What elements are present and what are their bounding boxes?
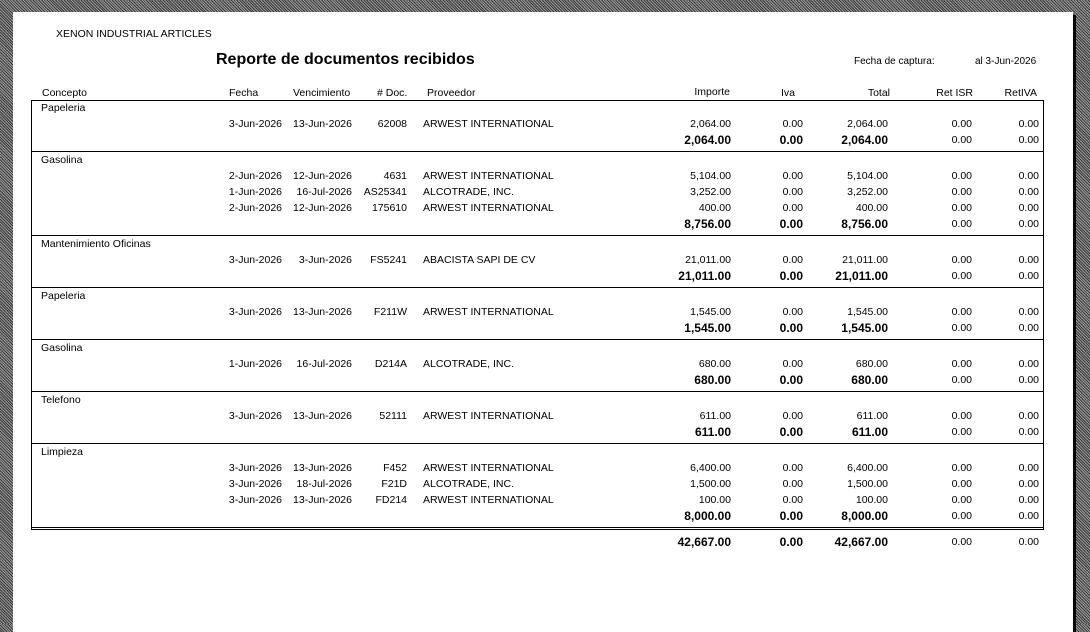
cell-iva: 0.00 <box>782 118 803 130</box>
group-name: Gasolina <box>41 154 83 166</box>
cell-iva: 0.00 <box>782 306 803 318</box>
cell-ret-isr: 0.00 <box>951 202 972 214</box>
subtotal-ret-iva: 0.00 <box>1018 374 1039 386</box>
col-header-doc: # Doc. <box>377 87 408 99</box>
cell-proveedor: ALCOTRADE, INC. <box>423 478 515 490</box>
group-separator <box>31 443 1044 444</box>
cell-importe: 6,400.00 <box>690 462 731 474</box>
cell-vencimiento: 18-Jul-2026 <box>296 478 352 490</box>
subtotal-ret-iva: 0.00 <box>1018 270 1039 282</box>
cell-vencimiento: 13-Jun-2026 <box>293 306 352 318</box>
col-header-vencimiento: Vencimiento <box>293 87 351 99</box>
cell-proveedor: ALCOTRADE, INC. <box>423 186 515 198</box>
cell-vencimiento: 13-Jun-2026 <box>293 462 352 474</box>
grand-total-total: 42,667.00 <box>834 535 888 549</box>
subtotal-ret-isr: 0.00 <box>951 270 972 282</box>
cell-doc: F211W <box>373 306 407 318</box>
cell-doc: F21D <box>381 478 407 490</box>
cell-fecha: 3-Jun-2026 <box>228 118 282 130</box>
group-separator <box>31 287 1044 288</box>
grand-total-ret-iva: 0.00 <box>1018 536 1039 548</box>
grand-total-ret-isr: 0.00 <box>951 536 972 548</box>
subtotal-importe: 2,064.00 <box>684 133 731 147</box>
cell-vencimiento: 16-Jul-2026 <box>296 186 352 198</box>
cell-iva: 0.00 <box>782 410 803 422</box>
subtotal-ret-iva: 0.00 <box>1018 322 1039 334</box>
cell-total: 1,500.00 <box>847 478 888 490</box>
cell-total: 5,104.00 <box>847 170 888 182</box>
subtotal-iva: 0.00 <box>779 269 803 283</box>
cell-ret-iva: 0.00 <box>1018 186 1039 198</box>
col-header-concepto: Concepto <box>42 87 87 99</box>
group-name: Papeleria <box>41 102 86 114</box>
subtotal-iva: 0.00 <box>779 321 803 335</box>
cell-total: 611.00 <box>856 410 888 422</box>
cell-ret-iva: 0.00 <box>1018 358 1039 370</box>
report-title: Reporte de documentos recibidos <box>216 51 475 68</box>
cell-importe: 3,252.00 <box>690 186 731 198</box>
subtotal-iva: 0.00 <box>779 373 803 387</box>
table-bottom-rule <box>31 529 1044 530</box>
cell-ret-isr: 0.00 <box>951 118 972 130</box>
cell-fecha: 3-Jun-2026 <box>228 494 282 506</box>
subtotal-ret-isr: 0.00 <box>951 374 972 386</box>
cell-proveedor: ALCOTRADE, INC. <box>423 358 515 370</box>
col-header-fecha: Fecha <box>229 87 259 99</box>
subtotal-ret-isr: 0.00 <box>951 510 972 522</box>
cell-fecha: 3-Jun-2026 <box>228 254 282 266</box>
cell-iva: 0.00 <box>782 170 803 182</box>
table-top-rule <box>31 100 1044 101</box>
cell-importe: 400.00 <box>698 202 731 214</box>
table-right-border <box>1043 100 1044 529</box>
cell-fecha: 1-Jun-2026 <box>228 358 282 370</box>
cell-iva: 0.00 <box>782 494 803 506</box>
cell-ret-iva: 0.00 <box>1018 462 1039 474</box>
cell-vencimiento: 13-Jun-2026 <box>293 410 352 422</box>
cell-proveedor: ARWEST INTERNATIONAL <box>423 410 554 422</box>
cell-doc: 52111 <box>379 410 407 422</box>
cell-doc: FS5241 <box>370 254 407 266</box>
cell-ret-iva: 0.00 <box>1018 170 1039 182</box>
subtotal-iva: 0.00 <box>779 509 803 523</box>
cell-importe: 21,011.00 <box>685 254 731 266</box>
cell-vencimiento: 3-Jun-2026 <box>298 254 352 266</box>
subtotal-importe: 611.00 <box>694 425 731 439</box>
cell-total: 3,252.00 <box>847 186 888 198</box>
cell-vencimiento: 12-Jun-2026 <box>293 170 352 182</box>
subtotal-iva: 0.00 <box>779 425 803 439</box>
cell-total: 100.00 <box>855 494 888 506</box>
cell-importe: 5,104.00 <box>690 170 731 182</box>
subtotal-importe: 8,756.00 <box>684 217 731 231</box>
cell-total: 400.00 <box>855 202 888 214</box>
subtotal-importe: 8,000.00 <box>684 509 731 523</box>
group-separator <box>31 391 1044 392</box>
cell-vencimiento: 13-Jun-2026 <box>293 118 352 130</box>
col-header-total: Total <box>867 87 890 99</box>
cell-proveedor: ARWEST INTERNATIONAL <box>423 462 554 474</box>
cell-iva: 0.00 <box>782 186 803 198</box>
group-name: Mantenimiento Oficinas <box>41 238 151 250</box>
cell-ret-isr: 0.00 <box>951 170 972 182</box>
cell-doc: 175610 <box>371 202 407 214</box>
col-header-proveedor: Proveedor <box>427 87 476 99</box>
cell-proveedor: ARWEST INTERNATIONAL <box>423 118 554 130</box>
cell-iva: 0.00 <box>782 202 803 214</box>
subtotal-importe: 680.00 <box>694 373 731 387</box>
cell-ret-isr: 0.00 <box>951 254 972 266</box>
fecha-captura-value: al 3-Jun-2026 <box>975 56 1037 67</box>
col-header-ret-iva: RetIVA <box>1004 87 1037 99</box>
group-separator <box>31 339 1044 340</box>
cell-proveedor: ARWEST INTERNATIONAL <box>423 170 554 182</box>
cell-proveedor: ARWEST INTERNATIONAL <box>423 306 554 318</box>
cell-fecha: 2-Jun-2026 <box>228 202 282 214</box>
subtotal-total: 8,000.00 <box>841 509 888 523</box>
subtotal-total: 2,064.00 <box>841 133 888 147</box>
cell-total: 1,545.00 <box>847 306 888 318</box>
subtotal-ret-isr: 0.00 <box>951 218 972 230</box>
cell-ret-isr: 0.00 <box>951 462 972 474</box>
cell-ret-iva: 0.00 <box>1018 410 1039 422</box>
cell-doc: 62008 <box>377 118 407 130</box>
subtotal-total: 680.00 <box>851 373 888 387</box>
cell-doc: F452 <box>383 462 407 474</box>
cell-ret-isr: 0.00 <box>951 410 972 422</box>
cell-total: 6,400.00 <box>847 462 888 474</box>
group-name: Limpieza <box>41 446 84 458</box>
cell-fecha: 1-Jun-2026 <box>228 186 282 198</box>
subtotal-iva: 0.00 <box>779 217 803 231</box>
cell-importe: 2,064.00 <box>690 118 731 130</box>
table-left-border <box>31 100 32 529</box>
cell-fecha: 3-Jun-2026 <box>228 410 282 422</box>
fecha-captura-label: Fecha de captura: <box>854 56 935 67</box>
cell-vencimiento: 13-Jun-2026 <box>293 494 352 506</box>
report-content <box>13 12 1073 632</box>
grand-total-iva: 0.00 <box>779 535 803 549</box>
subtotal-importe: 21,011.00 <box>678 269 731 283</box>
subtotal-ret-iva: 0.00 <box>1018 510 1039 522</box>
subtotal-ret-iva: 0.00 <box>1018 134 1039 146</box>
cell-fecha: 3-Jun-2026 <box>228 462 282 474</box>
cell-doc: FD214 <box>375 494 407 506</box>
group-name: Telefono <box>41 394 81 406</box>
subtotal-total: 8,756.00 <box>841 217 888 231</box>
company-name: XENON INDUSTRIAL ARTICLES <box>56 28 212 40</box>
cell-proveedor: ARWEST INTERNATIONAL <box>423 202 554 214</box>
cell-ret-isr: 0.00 <box>951 306 972 318</box>
cell-fecha: 3-Jun-2026 <box>228 306 282 318</box>
grand-total-importe: 42,667.00 <box>677 535 731 549</box>
cell-importe: 100.00 <box>698 494 731 506</box>
subtotal-ret-isr: 0.00 <box>951 322 972 334</box>
cell-proveedor: ARWEST INTERNATIONAL <box>423 494 554 506</box>
cell-vencimiento: 12-Jun-2026 <box>293 202 352 214</box>
cell-doc: D214A <box>374 358 407 370</box>
cell-vencimiento: 16-Jul-2026 <box>296 358 352 370</box>
cell-importe: 611.00 <box>699 410 731 422</box>
subtotal-total: 21,011.00 <box>835 269 888 283</box>
col-header-ret-isr: Ret ISR <box>936 87 973 99</box>
group-name: Papeleria <box>41 290 86 302</box>
col-header-iva: Iva <box>780 87 795 99</box>
group-separator <box>31 235 1044 236</box>
cell-doc: 4631 <box>383 170 407 182</box>
subtotal-iva: 0.00 <box>779 133 803 147</box>
cell-ret-iva: 0.00 <box>1018 202 1039 214</box>
group-name: Gasolina <box>41 342 83 354</box>
cell-ret-iva: 0.00 <box>1018 494 1039 506</box>
cell-ret-iva: 0.00 <box>1018 478 1039 490</box>
cell-proveedor: ABACISTA SAPI DE CV <box>423 254 536 266</box>
cell-fecha: 3-Jun-2026 <box>228 478 282 490</box>
subtotal-total: 1,545.00 <box>841 321 888 335</box>
report-page <box>13 12 1073 632</box>
cell-importe: 680.00 <box>698 358 731 370</box>
cell-total: 2,064.00 <box>847 118 888 130</box>
subtotal-importe: 1,545.00 <box>684 321 731 335</box>
cell-iva: 0.00 <box>782 478 803 490</box>
group-separator <box>31 527 1044 528</box>
subtotal-ret-iva: 0.00 <box>1018 426 1039 438</box>
cell-iva: 0.00 <box>782 358 803 370</box>
group-separator <box>31 151 1044 152</box>
subtotal-ret-isr: 0.00 <box>951 134 972 146</box>
cell-total: 680.00 <box>855 358 888 370</box>
subtotal-total: 611.00 <box>851 425 888 439</box>
subtotal-ret-isr: 0.00 <box>951 426 972 438</box>
cell-ret-iva: 0.00 <box>1018 254 1039 266</box>
cell-doc: AS25341 <box>363 186 407 198</box>
cell-ret-iva: 0.00 <box>1018 118 1039 130</box>
col-header-importe: Importe <box>694 86 730 98</box>
cell-importe: 1,500.00 <box>690 478 731 490</box>
cell-importe: 1,545.00 <box>690 306 731 318</box>
cell-ret-isr: 0.00 <box>951 478 972 490</box>
cell-iva: 0.00 <box>782 462 803 474</box>
cell-ret-isr: 0.00 <box>951 358 972 370</box>
subtotal-ret-iva: 0.00 <box>1018 218 1039 230</box>
cell-total: 21,011.00 <box>842 254 888 266</box>
cell-ret-isr: 0.00 <box>951 186 972 198</box>
cell-iva: 0.00 <box>782 254 803 266</box>
cell-ret-isr: 0.00 <box>951 494 972 506</box>
cell-ret-iva: 0.00 <box>1018 306 1039 318</box>
cell-fecha: 2-Jun-2026 <box>228 170 282 182</box>
